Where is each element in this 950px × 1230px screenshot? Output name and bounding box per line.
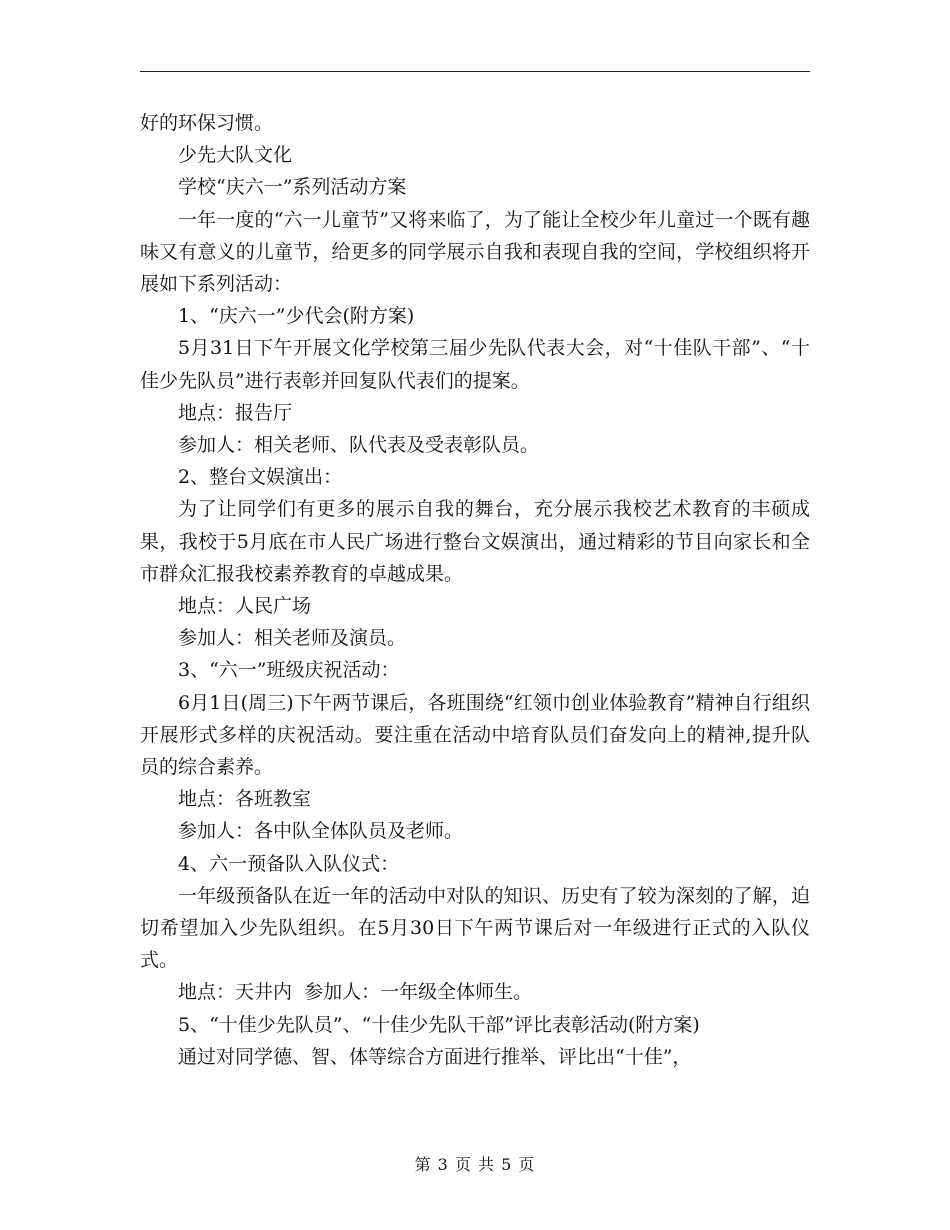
participants-line: 参加人：相关老师、队代表及受表彰队员。	[178, 434, 540, 457]
location-line: 地点：报告厅	[178, 401, 293, 424]
document-body	[140, 107, 810, 1073]
paragraph: 为了让同学们有更多的展示自我的舞台，充分展示我校艺术教育的丰硕成果，我校于5月底在市人民广场进行整台文娱演出，通过精彩的节目向家长和全市群众汇报我校素养教育的卓越成果。	[140, 498, 810, 585]
item-heading: 2、整台文娱演出：	[178, 466, 343, 489]
paragraph: 好的环保习惯。	[140, 112, 274, 134]
participants-line: 参加人：各中队全体队员及老师。	[178, 820, 464, 843]
section-heading: 少先大队文化	[178, 144, 293, 167]
item-heading: 4、六一预备队入队仪式：	[178, 852, 400, 875]
location-line: 地点：人民广场	[178, 595, 312, 618]
paragraph: 通过对同学德、智、体等综合方面进行推举、评比出“十佳”，	[178, 1045, 692, 1068]
item-heading: 3、“六一”班级庆祝活动：	[178, 659, 400, 682]
page-footer: 第 3 页 共 5 页	[414, 1155, 536, 1174]
location-participants-line: 地点：天井内 参加人：一年级全体师生。	[178, 981, 533, 1004]
paragraph: 6月1日(周三)下午两节课后，各班围绕“红领巾创业体验教育”精神自行组织开展形式多样的庆祝活动。要注重在活动中培育队员们奋发向上的精神,提升队员的综合素养。	[140, 691, 810, 779]
paragraph: 一年一度的“六一儿童节”又将来临了，为了能让全校少年儿童过一个既有趣味又有意义的儿童节，给更多的同学展示自我和表现自我的空间，学校组织将开展如下系列活动：	[140, 208, 810, 296]
participants-line: 参加人：相关老师及演员。	[178, 627, 407, 650]
location-line: 地点：各班教室	[178, 788, 312, 811]
item-heading: 5、“十佳少先队员”、“十佳少先队干部”评比表彰活动(附方案)	[178, 1013, 700, 1036]
paragraph: 5月31日下午开展文化学校第三届少先队代表大会，对“十佳队干部”、“十佳少先队员”进行表彰并回复队代表们的提案。	[140, 337, 810, 392]
paragraph: 一年级预备队在近一年的活动中对队的知识、历史有了较为深刻的了解，迫切希望加入少先队组织。在5月30日下午两节课后对一年级进行正式的入队仪式。	[140, 884, 810, 972]
document-title: 学校“庆六一”系列活动方案	[178, 176, 407, 199]
item-heading: 1、“庆六一”少代会(附方案)	[178, 305, 415, 328]
header-rule	[140, 71, 810, 72]
